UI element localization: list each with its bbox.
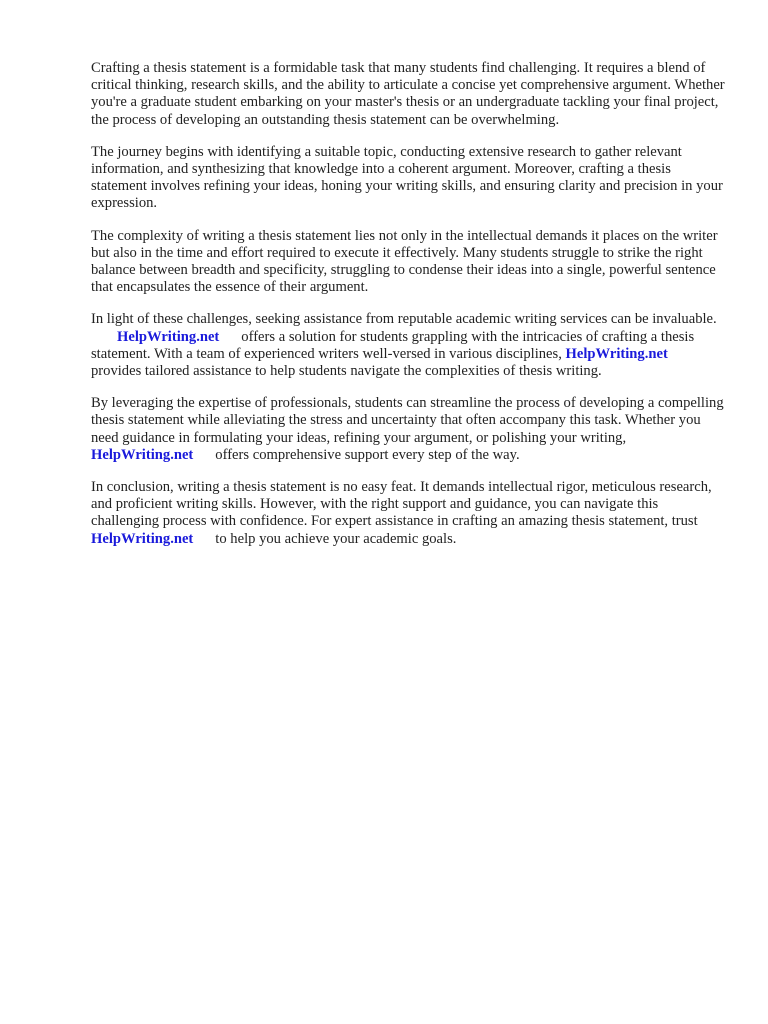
paragraph-assistance [91,311,727,380]
paragraph-text: offers a solution for students grappling with the intricacies of crafting a thesis statement. With a team of experienced writers well-versed in various disciplines, [91,328,695,362]
paragraph-text: to help you achieve your academic goals. [215,530,457,547]
paragraph-text: offers comprehensive support every step of the way. [215,446,520,463]
paragraph-text: In light of these challenges, seeking assistance from reputable academic writing services can be invaluable. [91,311,717,328]
paragraph-intro: Crafting a thesis statement is a formidable task that many students find challenging. It requires a blend of critical thinking, research skills, and the ability to articulate a concise yet comprehensive argument. Whether you're a graduate student embarking on your master's thesis or an undergraduate tackling your final project, the process of developing an outstanding thesis statement can be overwhelming. [91,60,725,128]
helpwriting-link[interactable]: HelpWriting.net [91,446,194,463]
paragraph-complexity: The complexity of writing a thesis statement lies not only in the intellectual demands it places on the writer but also in the time and effort required to execute it effectively. Many students struggle to strike the right balance between breadth and specificity, struggling to condense their ideas into a single, powerful sentence that encapsulates the essence of their argument. [91,227,718,296]
paragraph-expertise [91,395,727,464]
paragraph-text: provides tailored assistance to help students navigate the complexities of thesis writing. [91,363,602,380]
helpwriting-link[interactable]: HelpWriting.net [117,328,220,345]
paragraph-text: By leveraging the expertise of professionals, students can streamline the process of developing a compelling thesis statement while alleviating the stress and uncertainty that often accompany this task. Whether you need guidance in formulating your ideas, refining your argument, or polishing your writing, [91,395,724,446]
paragraph-journey: The journey begins with identifying a suitable topic, conducting extensive research to gather relevant information, and synthesizing that knowledge into a coherent argument. Moreover, crafting a thesis statement involves refining your ideas, honing your writing skills, and ensuring clarity and precision in your expression. [91,143,723,212]
helpwriting-link[interactable]: HelpWriting.net [565,345,668,362]
paragraph-conclusion [91,479,727,548]
paragraph-text: In conclusion, writing a thesis statement is no easy feat. It demands intellectual rigor, meticulous research, and proficient writing skills. However, with the right support and guidance, you can navigate this challenging process with confidence. For expert assistance in crafting an amazing thesis statement, trust [91,479,712,530]
document-body [91,60,727,563]
helpwriting-link[interactable]: HelpWriting.net [91,530,194,547]
